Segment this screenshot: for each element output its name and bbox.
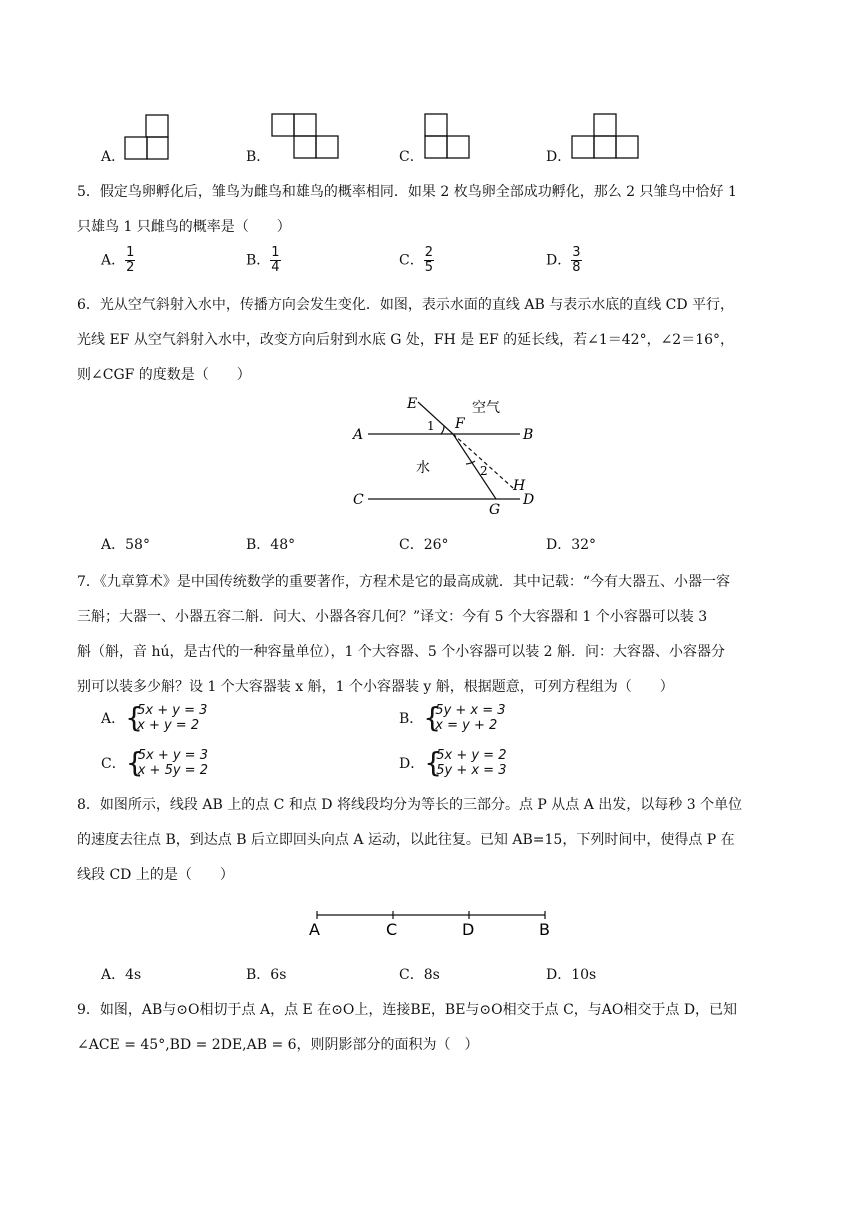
label-air: 空气 [472, 400, 500, 416]
q7-line-3: 斛（斛，音 hú，是古代的一种容量单位），1 个大容器、5 个小容器可以装 2 斛．问：大容器、小容器分 [77, 644, 726, 660]
label-a: A [353, 427, 364, 443]
q6-option-d: D．32° [546, 537, 597, 553]
q6-option-b: B．48° [246, 537, 296, 553]
q6-line-3: 则∠CGF 的度数是（ ） [77, 367, 251, 383]
label-g: G [489, 502, 501, 518]
q7-line-1: 7．《九章算术》是中国传统数学的重要著作，方程术是它的最高成就．其中记载：“今有大器五、小器一容 [77, 574, 731, 590]
label-h: H [513, 478, 526, 494]
q9-line-1: 9．如图，AB与⊙O相切于点 A，点 E 在⊙O上，连接BE，BE与⊙O相交于点 C，与AO相交于点 D，已知 [77, 1002, 738, 1018]
q7-option-a: A． { 5x + y = 3 x + y = 2 [101, 701, 208, 734]
label-b: B [523, 427, 534, 443]
q7-option-d: D． { 5x + y = 2 5y + x = 3 [399, 746, 507, 779]
q4-option-b-label: B． [246, 149, 271, 165]
q4-option-d-figure [571, 113, 641, 159]
q9-line-2: ∠ACE = 45°,BD = 2DE,AB = 6，则阴影部分的面积为（ ） [77, 1037, 479, 1053]
q5-option-c: C． $\frac{2}{5}$ [399, 245, 433, 275]
question-7 [77, 565, 802, 705]
q6-option-c: C．26° [399, 537, 449, 553]
label-b: B [539, 920, 550, 939]
label-water: 水 [416, 460, 430, 476]
q5-line-2: 只雄鸟 1 只雌鸟的概率是（ ） [77, 219, 291, 235]
q7-line-2: 三斛；大器一、小器五容二斛．问大、小器各容几何？”译文：今有 5 个大容器和 1 个小容器可以装 3 [77, 609, 708, 625]
fraction: $\frac{1}{2}$ [126, 245, 135, 275]
label-a: A [309, 920, 320, 939]
q4-option-c-label: C． [399, 149, 424, 165]
question-5 [77, 175, 802, 245]
q5-option-a: A． $\frac{1}{2}$ [101, 245, 135, 275]
label-e: E [407, 396, 418, 412]
q8-line-1: 8．如图所示，线段 AB 上的点 C 和点 D 将线段均分为等长的三部分。点 P 从点 A 出发，以每秒 3 个单位 [77, 797, 743, 813]
question-6 [77, 288, 802, 393]
equation-system: { 5y + x = 3 x = y + 2 [423, 701, 506, 734]
q7-line-4: 别可以装多少斛？设 1 个大容器装 x 斛，1 个小容器装 y 斛，根据题意，可列方程组为（ ） [77, 679, 674, 695]
q6-line-1: 6．光从空气斜射入水中，传播方向会发生变化．如图，表示水面的直线 AB 与表示水底的直线 CD 平行， [77, 297, 735, 313]
q5-option-d: D． $\frac{3}{8}$ [546, 245, 581, 275]
q5-line-1: 5．假定鸟卵孵化后，雏鸟为雌鸟和雄鸟的概率相同．如果 2 枚鸟卵全部成功孵化，那么 2 只雏鸟中恰好 1 [77, 184, 737, 200]
q8-option-a: A．4s [101, 967, 142, 983]
q4-option-d-label: D． [546, 149, 572, 165]
fraction: $\frac{2}{5}$ [424, 245, 433, 275]
q7-option-c: C． { 5x + y = 3 x + 5y = 2 [101, 746, 208, 779]
q4-option-a-label: A． [101, 149, 126, 165]
q8-line-2: 的速度去往点 B，到达点 B 后立即回头向点 A 运动，以此往复。已知 AB=15，下列时间中，使得点 P 在 [77, 832, 735, 848]
label-c: C [386, 920, 398, 939]
q7-option-b: B． { 5y + x = 3 x = y + 2 [399, 701, 506, 734]
label-d: D [523, 492, 535, 508]
q4-option-b-figure [271, 113, 343, 159]
fraction: $\frac{1}{4}$ [271, 245, 280, 275]
fraction: $\frac{3}{8}$ [572, 245, 581, 275]
question-8 [77, 788, 802, 893]
q5-option-b: B． $\frac{1}{4}$ [246, 245, 280, 275]
label-f: F [455, 416, 465, 432]
question-9 [77, 993, 802, 1063]
q6-refraction-figure [345, 390, 545, 518]
q8-option-d: D．10s [546, 967, 597, 983]
q4-option-c-figure [424, 113, 472, 159]
equation-system: { 5x + y = 2 5y + x = 3 [424, 746, 507, 779]
equation-system: { 5x + y = 3 x + y = 2 [125, 701, 208, 734]
q8-line-3: 线段 CD 上的是（ ） [77, 867, 234, 883]
q6-option-a: A．58° [101, 537, 150, 553]
q4-option-a-figure [124, 114, 172, 160]
label-d: D [462, 920, 475, 939]
q6-line-2: 光线 EF 从空气斜射入水中，改变方向后射到水底 G 处，FH 是 EF 的延长线，若∠1＝42°，∠2＝16°， [77, 332, 735, 348]
label-angle-1: 1 [427, 419, 435, 433]
q8-segment-figure [305, 906, 560, 942]
q8-option-c: C．8s [399, 967, 440, 983]
label-c: C [353, 492, 364, 508]
label-angle-2: 2 [480, 464, 488, 478]
q8-option-b: B．6s [246, 967, 287, 983]
equation-system: { 5x + y = 3 x + 5y = 2 [125, 746, 208, 779]
